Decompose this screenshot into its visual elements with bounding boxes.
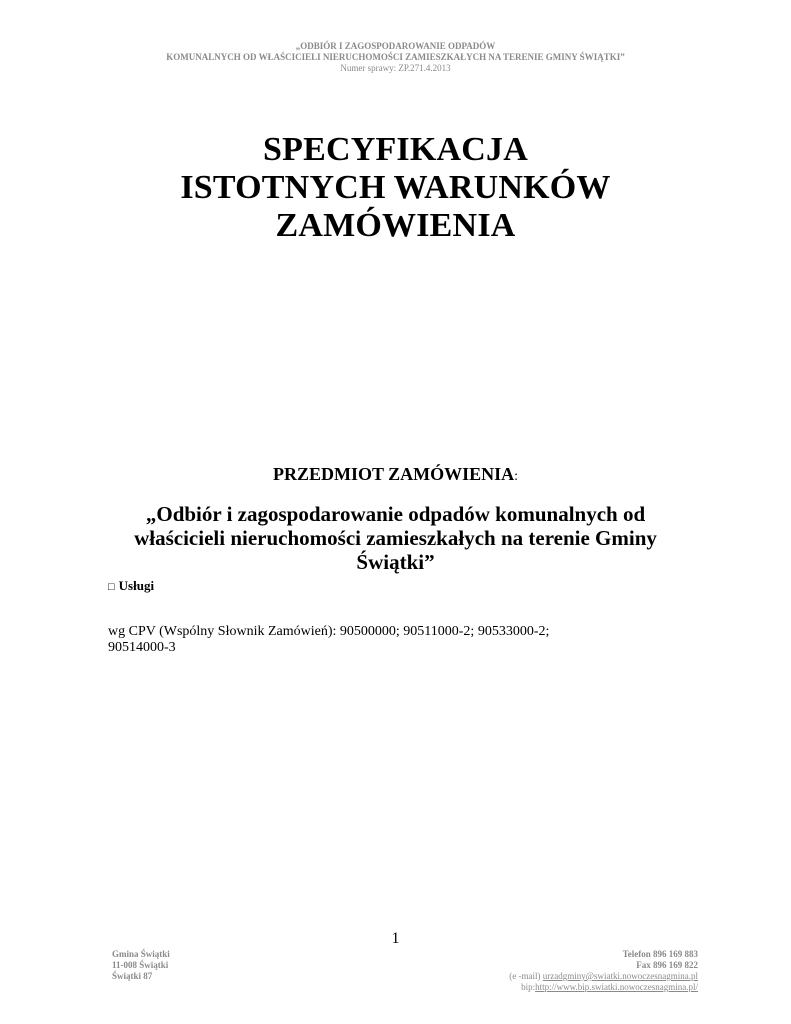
- page-number: 1: [391, 930, 400, 947]
- subject-title-line-1: „Odbiór i zagospodarowanie odpadów komunalnych od: [145, 502, 646, 526]
- checkbox-icon: □: [108, 581, 115, 593]
- footer-email-link[interactable]: urzadgminy@swiatki.nowoczesnagmina.pl: [542, 971, 698, 981]
- footer-phone: Telefon 896 169 883: [622, 949, 698, 959]
- cpv-codes: [108, 624, 628, 656]
- title-line-3: ZAMÓWIENIA: [275, 207, 516, 244]
- footer-address-line-2: 11-008 Świątki: [112, 960, 169, 970]
- subject-title-line-2: właścicieli nieruchomości zamieszkałych na terenie Gminy: [134, 526, 657, 550]
- footer-bip-prefix: bip:: [521, 982, 536, 992]
- subject-title-line-3: Świątki”: [356, 550, 435, 574]
- cpv-line-2: 90514000-3: [108, 640, 176, 655]
- footer-email-prefix: (e -mail): [509, 971, 543, 981]
- subject-label: PRZEDMIOT ZAMÓWIENIA: [272, 464, 515, 484]
- header-line-2: KOMUNALNYCH OD WŁAŚCICIELI NIERUCHOMOŚCI ZAMIESZKAŁYCH NA TERENIE GMINY ŚWIĄTKI”: [166, 52, 625, 62]
- subject-title: [95, 502, 696, 574]
- page-header: [0, 41, 791, 74]
- title-line-1: SPECYFIKACJA: [263, 131, 528, 168]
- document-title: [0, 131, 791, 245]
- footer-contact: [509, 949, 698, 993]
- footer-address-line-1: Gmina Świątki: [112, 949, 170, 959]
- case-number: Numer sprawy: ZP.271.4.2013: [340, 63, 451, 73]
- footer-address: [112, 949, 170, 982]
- footer-bip-row: [509, 982, 698, 993]
- footer-address-line-3: Świątki 87: [112, 971, 153, 981]
- footer-bip-link[interactable]: http://www.bip.swiatki.nowoczesnagmina.pl/: [535, 982, 698, 992]
- title-line-2: ISTOTNYCH WARUNKÓW: [180, 169, 611, 206]
- services-option: [108, 578, 154, 594]
- subject-heading: [0, 464, 791, 485]
- header-line-1: „ODBIÓR I ZAGOSPODAROWANIE ODPADÓW: [295, 41, 496, 51]
- subject-colon: :: [514, 469, 519, 484]
- footer-fax: Fax 896 169 822: [636, 960, 698, 970]
- services-label: Usługi: [118, 578, 155, 593]
- cpv-line-1: wg CPV (Wspólny Słownik Zamówień): 90500000; 90511000-2; 90533000-2;: [108, 624, 550, 639]
- footer-email-row: [509, 971, 698, 982]
